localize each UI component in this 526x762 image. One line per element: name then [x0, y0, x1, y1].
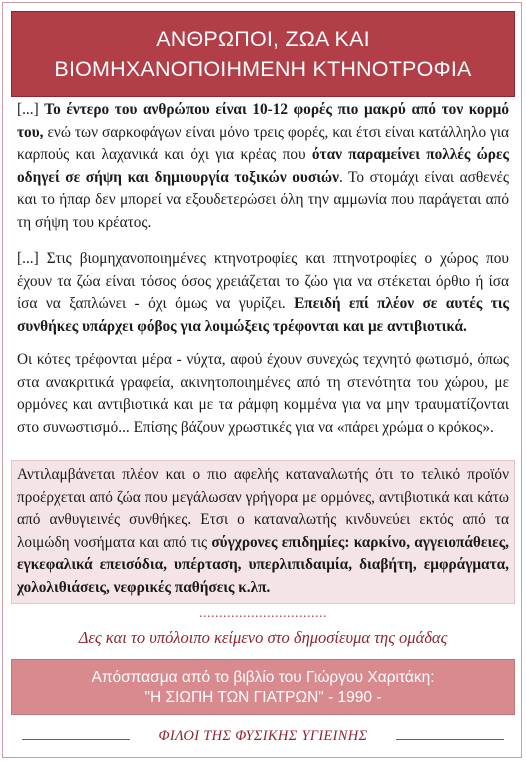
- title-line-1: ΑΝΘΡΩΠΟΙ, ΖΩΑ ΚΑΙ: [156, 27, 370, 51]
- bold-text-run: σύγχρονες επιδημίες: καρκίνο, αγγειοπάθειες, εγκεφαλικά επεισόδια, υπέρταση, υπερλιπιδαιμία, διαβήτη, εμφράγματα, χολολιθιάσεις, νεφρικές παθήσεις κ.λπ.: [17, 533, 509, 596]
- bold-text-run: Επειδή επί πλέον σε αυτές τις συνθήκες υπάρχει φόβος για λοιμώξεις τρέφονται και με αντιβιοτικά.: [17, 295, 509, 335]
- footer: [0, 728, 526, 750]
- text-run: [...]: [17, 101, 45, 118]
- paragraph-consumer-risk: [17, 464, 509, 599]
- text-run: . Το στομάχι είναι ασθενές και το ήπαρ δεν μπορεί να εξουδετερώσει όλη την αμμωνία που παράγεται από τη σήψη του κρέατος.: [17, 168, 509, 231]
- footer-rule-right: [396, 739, 504, 740]
- bold-text-run: όταν παραμείνει πολλές ώρες οδηγεί σε σήψη και δημιουργία τοξικών ουσιών: [17, 146, 509, 186]
- bold-text-run: Το έντερο του ανθρώπου είναι 10-12 φορές πιο μακρύ από τον κορμό του,: [17, 101, 509, 141]
- text-run: ενώ των σαρκοφάγων είναι μόνο τρεις φορές, και έτσι είναι κατάλληλο για καρπούς και λαχανικά και όχι για κρέας που: [17, 123, 509, 163]
- footer-signature: ΦΙΛΟΙ ΤΗΣ ΦΥΣΙΚΗΣ ΥΓΙΕΙΝΗΣ: [158, 728, 368, 744]
- text-run: [...] Στις βιομηχανοποιημένες κτηνοτροφίες και πτηνοτροφίες ο χώρος που έχουν τα ζώα είναι τόσος όσος χρειάζεται το ζώο για να στέκεται όρθιο ή ίσα ίσα να ξαπλώνει - όχι όμως να γυρίζει.: [17, 250, 509, 312]
- excerpt-line-1: Απόσπασμα από το βιβλίο του Γιώργου Χαριτάκη:: [91, 669, 435, 686]
- paragraph-hens: [17, 349, 509, 439]
- title-line-2: ΒΙΟΜΗΧΑΝΟΠΟΙΗΜΕΝΗ ΚΤΗΝΟΤΡΟΦΙΑ: [54, 57, 472, 81]
- paragraph-industrial-farming: [17, 248, 509, 338]
- see-more-link[interactable]: Δες και το υπόλοιπο κείμενο στο δημοσίευμα της ομάδας: [78, 628, 448, 647]
- title-banner: [11, 11, 515, 97]
- excerpt-banner: [11, 659, 515, 715]
- excerpt-line-2: "Η ΣΙΩΠΗ ΤΩΝ ΓΙΑΤΡΩΝ" - 1990 -: [144, 689, 382, 706]
- dotted-separator: ................................: [199, 606, 327, 621]
- text-run: Αντιλαμβάνεται πλέον και ο πιο αφελής καταναλωτής ότι το τελικό προϊόν προέρχεται από ζώα που μεγάλωσαν γρήγορα με ορμόνες, αντιβιοτικά και κάτω από ανθυγιεινές συνθήκες. Ετσι ο καταναλωτής κινδυνεύει εκτός από τα λοιμώδη νοσήματα και από τις: [17, 466, 509, 551]
- text-run: Οι κότες τρέφονται μέρα - νύχτα, αφού έχουν συνεχώς τεχνητό φωτισμό, όπως στα ανακριτικά γραφεία, ακινητοποιημένες από τη στενότητα του χώρου, με ορμόνες και αντιβιοτικά και με τα ράμφη κομμένα για να μην τραυματίζονται στο συνωστισμό... Επίσης βάζουν χρωστικές για να «πάρει χρώμα ο κρόκος».: [17, 351, 509, 436]
- paragraph-intestine: [17, 99, 509, 234]
